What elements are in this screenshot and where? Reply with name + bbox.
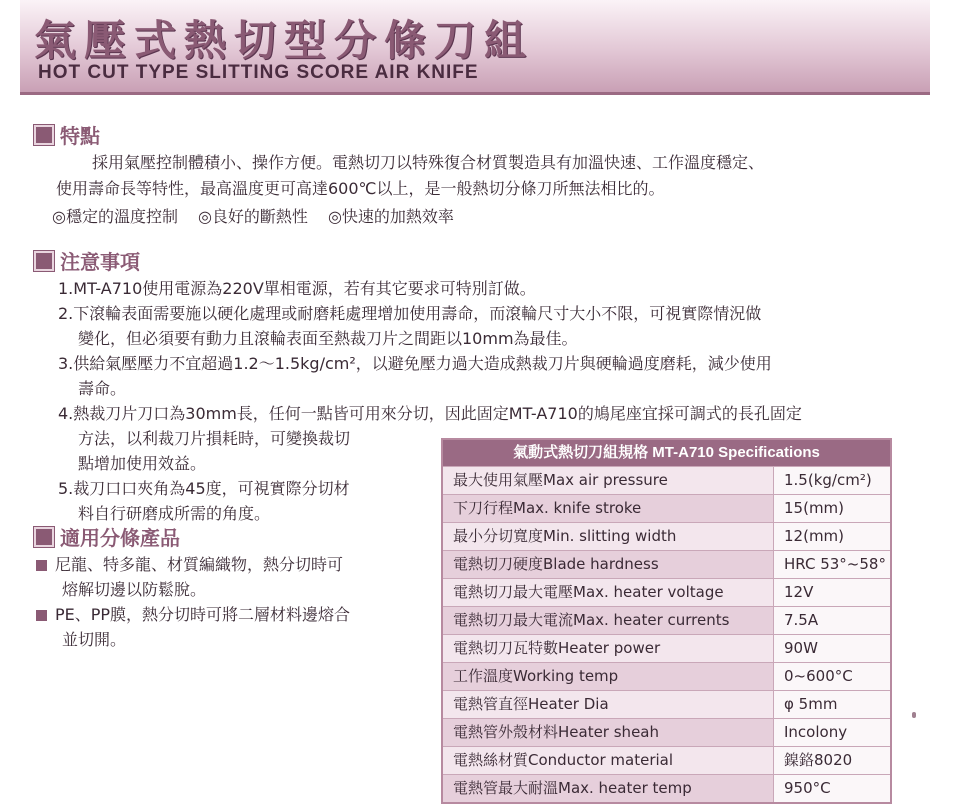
spec-value: 950°C	[773, 775, 890, 802]
note-line: 變化，但必須要有動力且滾輪表面至熱裁刀片之間距以10mm為最佳。	[78, 329, 578, 348]
table-row	[443, 690, 890, 718]
spec-label: 電熱切刀硬度Blade hardness	[443, 551, 773, 578]
spec-value: 0~600°C	[773, 663, 890, 690]
table-row	[443, 662, 890, 690]
table-row	[443, 494, 890, 522]
note-line: 壽命。	[78, 379, 127, 398]
spec-value: Incolony	[773, 719, 890, 746]
features-paragraph-line1: 採用氣壓控制體積小、操作方便。電熱切刀以特殊復合材質製造具有加溫快速、工作溫度穩定、	[92, 153, 765, 172]
section-square-icon	[34, 251, 54, 271]
note-line: 4.熱裁刀片刀口為30mm長，任何一點皆可用來分切，因此固定MT-A710的鳩尾座宜採可調式的長孔固定	[58, 404, 802, 423]
scan-speck	[912, 712, 916, 718]
spec-value: 7.5A	[773, 607, 890, 634]
application-item-line1: 尼龍、特多龍、材質編織物，熱分切時可	[55, 555, 344, 574]
spec-label: 電熱絲材質Conductor material	[443, 747, 773, 774]
title-banner	[20, 0, 930, 95]
spec-value: 90W	[773, 635, 890, 662]
note-line: 方法，以利裁刀片損耗時，可變換裁切	[78, 429, 351, 448]
table-row	[443, 606, 890, 634]
spec-value: 1.5(kg/cm²)	[773, 467, 890, 494]
spec-value: 15(mm)	[773, 495, 890, 522]
feature-bullet: ◎穩定的溫度控制	[52, 207, 178, 226]
application-item	[36, 552, 343, 577]
application-item-cont: 並切開。	[62, 630, 127, 649]
spec-label: 下刀行程Max. knife stroke	[443, 495, 773, 522]
spec-label: 電熱管最大耐溫Max. heater temp	[443, 775, 773, 802]
features-heading	[34, 120, 100, 149]
table-row	[443, 466, 890, 494]
spec-label: 電熱管外殼材料Heater sheah	[443, 719, 773, 746]
application-item-line1: PE、PP膜，熱分切時可將二層材料邊熔合	[55, 605, 351, 624]
note-line: 點增加使用效益。	[78, 454, 207, 473]
note-line: 料自行研磨成所需的角度。	[78, 504, 271, 523]
note-line: 1.MT-A710使用電源為220V單相電源，若有其它要求可特別訂做。	[58, 279, 536, 298]
section-square-icon	[34, 125, 54, 145]
spec-label: 電熱切刀最大電壓Max. heater voltage	[443, 579, 773, 606]
notes-heading	[34, 246, 140, 275]
table-row	[443, 746, 890, 774]
table-row	[443, 634, 890, 662]
spec-label: 電熱管直徑Heater Dia	[443, 691, 773, 718]
note-line: 5.裁刀口口夾角為45度，可視實際分切材	[58, 479, 350, 498]
spec-value: 12V	[773, 579, 890, 606]
page-title: 氣壓式熱切型分條刀組	[34, 16, 535, 65]
spec-value: 鎳鉻8020	[773, 747, 890, 774]
notes-heading-text: 注意事項	[60, 250, 140, 274]
spec-value: HRC 53°~58°	[773, 551, 890, 578]
section-square-icon	[34, 527, 54, 547]
note-line: 2.下滾輪表面需要施以硬化處理或耐磨耗處理增加使用壽命，而滾輪尺寸大小不限，可視實際情況做	[58, 304, 762, 323]
features-bullets	[52, 204, 454, 227]
table-row	[443, 774, 890, 802]
page-subtitle: HOT CUT TYPE SLITTING SCORE AIR KNIFE	[38, 62, 479, 83]
application-item	[36, 602, 350, 627]
spec-label: 工作溫度Working temp	[443, 663, 773, 690]
spec-value: 12(mm)	[773, 523, 890, 550]
spec-label: 電熱切刀最大電流Max. heater currents	[443, 607, 773, 634]
square-bullet-icon	[36, 560, 47, 571]
note-line: 3.供給氣壓壓力不宜超過1.2～1.5kg/cm²，以避免壓力過大造成熱裁刀片與硬輪過度磨耗，減少使用	[58, 354, 772, 373]
spec-value: φ 5mm	[773, 691, 890, 718]
spec-label: 最大使用氣壓Max air pressure	[443, 467, 773, 494]
spec-label: 最小分切寬度Min. slitting width	[443, 523, 773, 550]
spec-label: 電熱切刀瓦特數Heater power	[443, 635, 773, 662]
application-item-cont: 熔解切邊以防鬆脫。	[62, 580, 207, 599]
feature-bullet: ◎良好的斷熱性	[197, 207, 308, 226]
table-row	[443, 578, 890, 606]
features-heading-text: 特點	[60, 124, 100, 148]
table-row	[443, 718, 890, 746]
specifications-table	[441, 438, 892, 804]
applications-heading	[34, 522, 180, 551]
table-row	[443, 550, 890, 578]
feature-bullet: ◎快速的加熱效率	[327, 207, 454, 226]
specifications-title: 氣動式熱切刀組規格 MT-A710 Specifications	[443, 440, 890, 466]
square-bullet-icon	[36, 610, 47, 621]
applications-heading-text: 適用分條產品	[60, 526, 180, 550]
features-paragraph-line2: 使用壽命長等特性，最高溫度更可高達600℃以上，是一般熱切分條刀所無法相比的。	[56, 179, 665, 198]
table-row	[443, 522, 890, 550]
